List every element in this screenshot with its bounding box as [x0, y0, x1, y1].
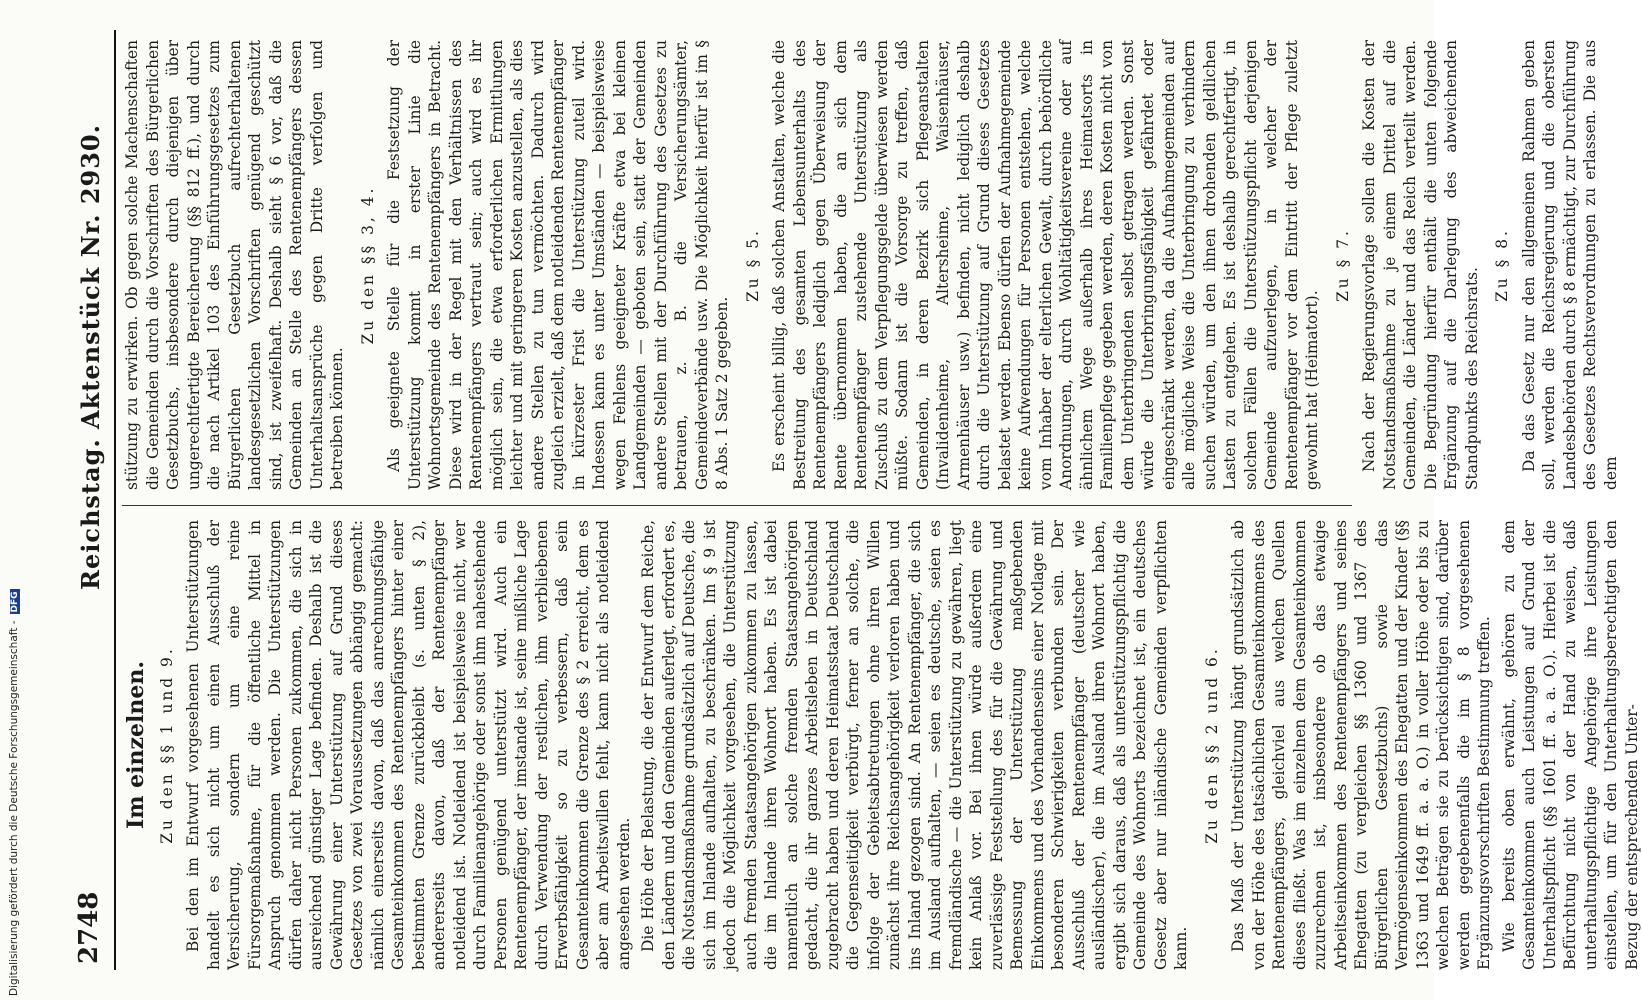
paragraph: Es erscheint billig, daß solchen Anstalten, welche die Bestreitung des gesamten Lebensunterhalts des Rentenempfängers lediglich gegen Überweisung der Rente übernommen haben, die an sich dem Rentenempfänger zustehende Unterstützung als Zuschuß zu dem Verpflegungsgelde überwiesen werden müßte. Sodann ist die Vorsorge zu treffen, daß Gemeinden, in deren Bezirk sich Pflegeanstalten (Invalidenheime, Altersheime, Waisenhäuser, Armenhäuser usw.) befinden, nicht lediglich deshalb durch die Unterstützung auf Grund dieses Gesetzes belastet werden. Ebenso dürfen der Aufnahmegemeinde keine Aufwendungen für Personen entstehen, welche vom Inhaber der elterlichen Gewalt, durch behördliche Anordnungen, durch Wohltätigkeitsvereine oder auf ähnlichem Wege außerhalb ihres Heimatsorts in Familienpflege gegeben werden, deren Kosten nicht von dem Unterbringenden selbst getragen werden. Sonst würde die Unterbringungsfähigkeit gefährdet oder eingeschränkt werden, da die Aufnahmegemeinden auf alle mögliche Weise die Unterbringung zu verhindern suchen würden, um den ihnen drohenden geldlichen Lasten zu entgehen. Es ist deshalb gerechtfertigt, in solchen Fällen die Unterstützungspflicht derjenigen Gemeinde aufzuerlegen, in welcher der Rentenempfänger vor dem Eintritt der Pflege zuletzt gewohnt hat (Heimatort).	[770, 40, 1321, 490]
digitization-note	[8, 591, 22, 996]
paragraph: Die Höhe der Belastung, die der Entwurf dem Reiche, den Ländern und den Gemeinden auferlegt, erfordert es, die Notstandsmaßnahme grundsätzlich auf Deutsche, die sich im Inlande aufhalten, zu beschränken. Im § 9 ist jedoch die Möglichkeit vorgesehen, die Unterstützung auch fremden Staatsangehörigen zukommen zu lassen, die im Inlande ihren Wohnort haben. Es ist dabei namentlich an solche fremden Staatsangehörigen gedacht, die ihr ganzes Arbeitsleben in Deutschland zugebracht haben und deren Heimatsstaat Deutschland die Gegenseitigkeit verbürgt, ferner an solche, die infolge der Gebietsabtretungen ohne ihren Willen zunächst ihre Reichsangehörigkeit verloren haben und ins Inland gezogen sind. An Rentenempfänger, die sich im Ausland aufhalten, — seien es deutsche, seien es fremdländische — die Unterstützung zu gewähren, liegt kein Anlaß vor. Bei ihnen würde außerdem eine zuverlässige Feststellung des für die Gewährung und Bemessung der Unterstützung maßgebenden Einkommens und des Vorhandenseins einer Notlage mit besonderen Schwierigkeiten verbunden sein. Der Ausschluß der Rentenempfänger (deutscher wie ausländischer), die im Ausland ihren Wohnort haben, ergibt sich daraus, daß als unterstützungspflichtig die Gemeinde des Wohnorts bezeichnet ist, ein deutsches Gesetz aber nur inländische Gemeinden verpflichten kann.	[639, 520, 1190, 970]
page-header	[70, 30, 116, 970]
dfg-logo: DFG	[10, 591, 20, 613]
column-divider	[122, 505, 1352, 506]
subheading: Zu den §§ 1 und 9.	[157, 646, 176, 844]
rotated-page-content	[70, 30, 1641, 970]
subheading: Zu § 8.	[1493, 228, 1511, 302]
digitization-note-text	[8, 591, 22, 996]
paragraph: Bei den im Entwurf vorgesehenen Unterstützungen handelt es sich nicht um einen Ausschluß der Versicherung, sondern um eine reine Fürsorgemaßnahme, für die öffentliche Mittel in Anspruch genommen werden. Die Unterstützungen dürfen daher nicht Personen zukommen, die sich in ausreichend günstiger Lage befinden. Deshalb ist die Gewährung einer Unterstützung auf Grund dieses Gesetzes von zwei Voraussetzungen abhängig gemacht: nämlich einerseits davon, daß das anrechnungsfähige Gesamteinkommen des Rentenempfängers hinter einer bestimmten Grenze zurückbleibt (s. unten § 2), andererseits davon, daß der Rentenempfänger notleidend ist. Notleidend ist beispielsweise nicht, wer durch Familienangehörige oder sonst ihm nahestehende Personen genügend unterstützt wird. Auch ein Rentenempfänger, der imstande ist, seine mißliche Lage durch Verwendung der restlichen, ihm verbliebenen Erwerbsfähigkeit so zu verbessern, daß sein Gesamteinkommen die Grenze des § 2 erreicht, dem es aber am Arbeitswillen fehlt, kann nicht als notleidend angesehen werden.	[184, 520, 633, 970]
left-column	[122, 520, 1641, 970]
funding-text: Digitalisierung gefördert durch die Deutsche Forschungsgemeinschaft -	[8, 620, 20, 996]
subheading: Zu den §§ 3, 4.	[358, 185, 377, 345]
running-title: Reichstag. Aktenstück Nr. 2930.	[76, 124, 105, 590]
paragraph: Da das Gesetz nur den allgemeinen Rahmen geben soll, werden die Reichsregierung und die obersten Landesbehörden durch § 8 ermächtigt, zur Durchführung des Gesetzes Rechtsverordnungen zu erlassen. Die aus dem	[1519, 40, 1620, 490]
paragraph: Als geeignete Stelle für die Festsetzung der Unterstützung kommt in erster Linie die Wohnortsgemeinde des Rentenempfängers in Betracht. Diese wird in der Regel mit den Verhältnissen des Rentenempfängers vertraut sein; auch wird es ihr möglich sein, die etwa erforderlichen Ermittlungen leichter und mit geringeren Kosten anzustellen, als dies andere Stellen zu tun vermöchten. Dadurch wird zugleich erzielt, daß dem notleidenden Rentenempfänger in kürzester Frist die Unterstützung zuteil wird. Indessen kann es unter Umständen — beispielsweise wegen Fehlens geeigneter Kräfte etwa bei kleinen Landgemeinden — geboten sein, statt der Gemeinden andere Stellen mit der Durchführung des Gesetzes zu betrauen, z. B. die Versicherungsämter, Gemeindeverbände usw. Die Möglichkeit hierfür ist im § 8 Abs. 1 Satz 2 gegeben.	[385, 40, 731, 490]
page-number: 2748	[74, 891, 104, 964]
paragraph: stützung zu erwirken. Ob gegen solche Machenschaften die Gemeinden durch die Vorschriften des Bürgerlichen Gesetzbuchs, insbesondere durch diejenigen über ungerechtfertigte Bereicherung (§§ 812 ff.), und durch die nach Artikel 103 des Einführungsgesetzes zum Bürgerlichen Gesetzbuch aufrechterhaltenen landesgesetzlichen Vorschriften genügend geschützt sind, ist zweifelhaft. Deshalb sieht § 6 vor, daß die Gemeinden an Stelle des Rentenempfängers dessen Unterhaltsansprüche gegen Dritte verfolgen und betreiben können.	[123, 40, 346, 490]
section-title: Im einzelnen.	[123, 660, 149, 830]
subheading: Zu den §§ 2 und 6.	[1202, 646, 1221, 844]
subheading: Zu § 7.	[1333, 228, 1352, 302]
paragraph: Wie bereits oben erwähnt, gehören zu dem Gesamteinkommen auch Leistungen auf Grund der Unterhaltspflicht (§§ 1601 ff. a. a. O.). Hierbei ist die Befürchtung nicht von der Hand zu weisen, daß unterhaltungspflichtige Angehörige ihre Leistungen einstellen, um für den Unterhaltungsberechtigten den Bezug der entsprechenden Unter-	[1499, 520, 1641, 970]
subheading: Zu § 5.	[743, 228, 762, 302]
paragraph: Nach der Regierungsvorlage sollen die Kosten der Notstandsmaßnahme zu je einem Drittel auf die Gemeinden, die Länder und das Reich verteilt werden. Die Begründung hierfür enthält die unten folgende Ergänzung auf die Darlegung des abweichenden Standpunkts des Reichsrats.	[1360, 40, 1481, 490]
paragraph: Das Maß der Unterstützung hängt grundsätzlich ab von der Höhe des tatsächlichen Gesamteinkommens des Rentenempfängers, gleichviel aus welchen Quellen dieses fließt. Was im einzelnen dem Gesamteinkommen zuzurechnen ist, insbesondere ob das etwaige Arbeitseinkommen des Rentenempfängers und seines Ehegatten (zu vergleichen §§ 1360 und 1367 des Bürgerlichen Gesetzbuchs) sowie das Vermögenseinkommen des Ehegatten und der Kinder (§§ 1363 und 1649 ff. a. a. O.) in voller Höhe oder bis zu welchen Beträgen sie zu berücksichtigen sind, darüber werden gegebenenfalls die im § 8 vorgesehenen Ergänzungsvorschriften Bestimmung treffen.	[1229, 520, 1493, 970]
right-column	[122, 40, 1620, 490]
